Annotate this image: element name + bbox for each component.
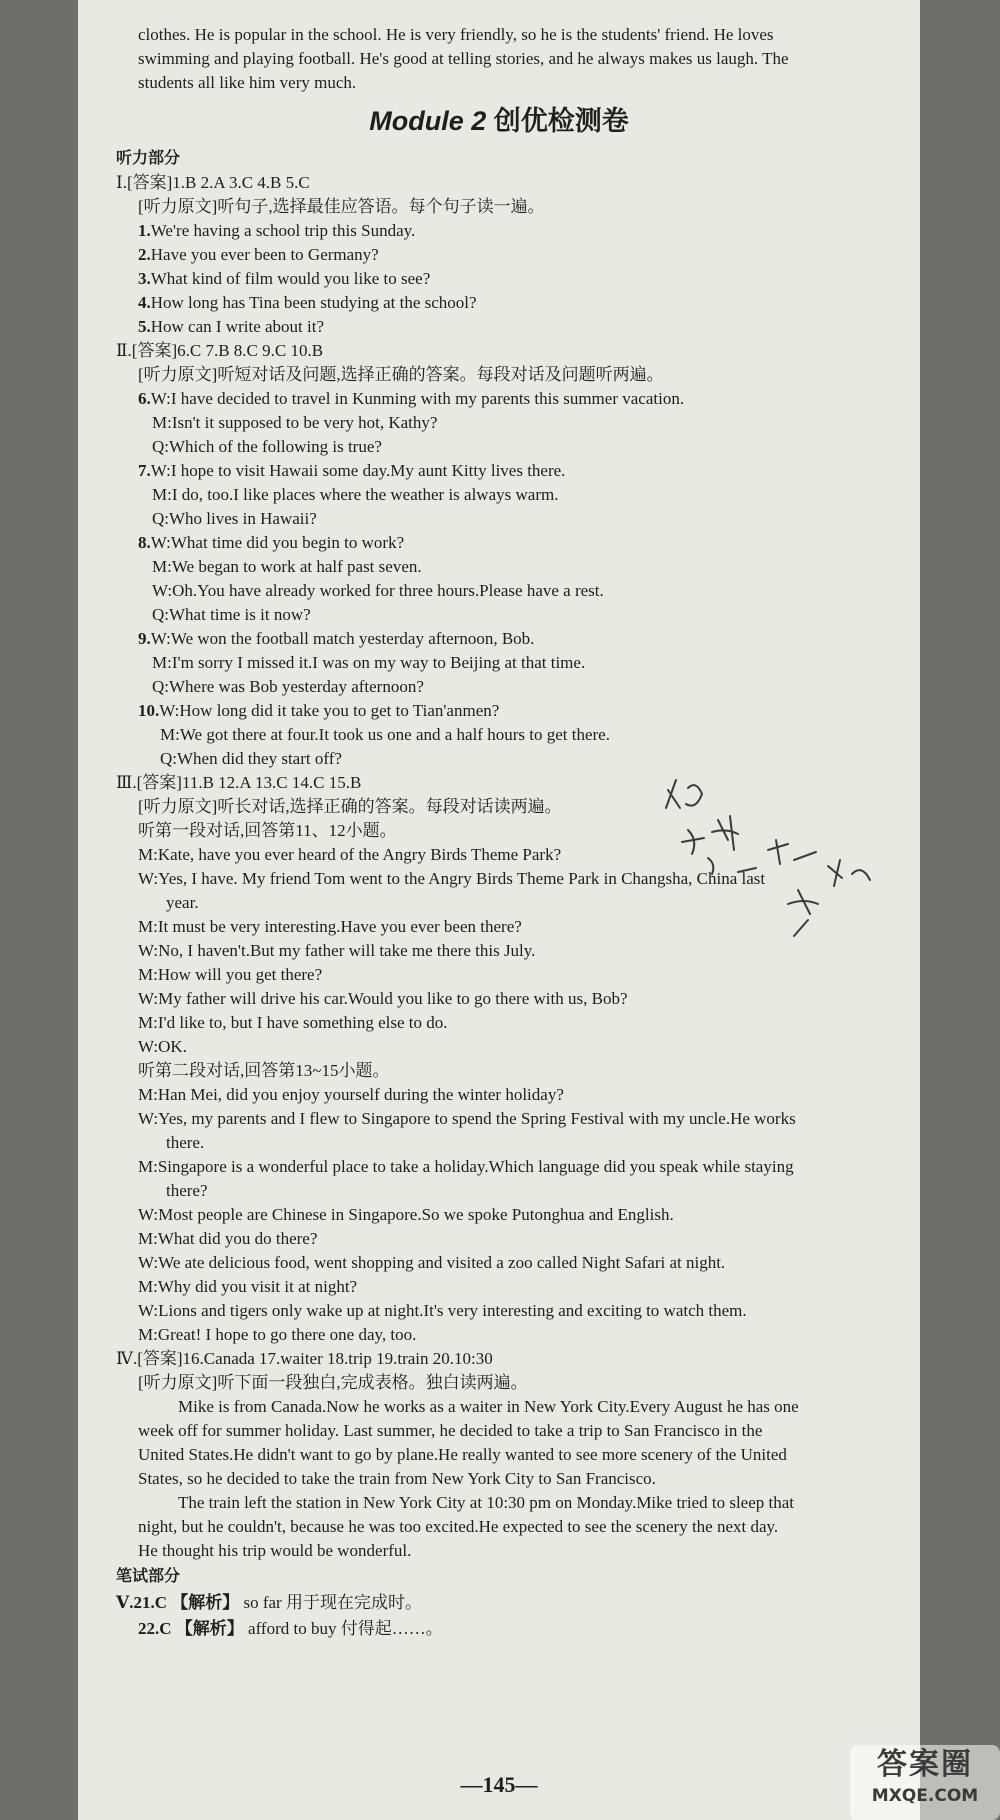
sentence-item: 4.How long has Tina been studying at the school? [138, 293, 477, 312]
answer-key-1: Ⅰ.[答案]1.B 2.A 3.C 4.B 5.C [116, 173, 310, 192]
sentence-item: 1.We're having a school trip this Sunday. [138, 221, 416, 240]
dialogue-line: M:Why did you visit it at night? [138, 1277, 358, 1296]
dialogue-line: M:Great! I hope to go there one day, too. [138, 1325, 417, 1344]
dialogue-line: W:Lions and tigers only wake up at night.It's very interesting and exciting to watch them. [138, 1301, 747, 1320]
monologue-line: Mike is from Canada.Now he works as a waiter in New York City.Every August he has one [178, 1397, 799, 1416]
monologue-line: States, so he decided to take the train from New York City to San Francisco. [138, 1469, 656, 1488]
handwritten-scribble [648, 770, 908, 940]
dialogue-line: Q:What time is it now? [152, 605, 311, 624]
module-title [78, 108, 920, 134]
listening-section-header: 听力部分 [116, 150, 181, 167]
answer-key-2: Ⅱ.[答案]6.C 7.B 8.C 9.C 10.B [116, 341, 324, 360]
dialogue-line: there? [166, 1181, 208, 1200]
dialogue-line: 7.W:I hope to visit Hawaii some day.My aunt Kitty lives there. [138, 461, 566, 480]
dialogue-line: M:I'd like to, but I have something else to do. [138, 1013, 448, 1032]
dialogue-line: M:Singapore is a wonderful place to take a holiday.Which language did you speak while staying [138, 1157, 794, 1176]
instruction-3: [听力原文]听长对话,选择正确的答案。每段对话读两遍。 [138, 797, 562, 816]
dialogue-line: W:Yes, I have. My friend Tom went to the Angry Birds Theme Park in Changsha, China last [138, 869, 766, 888]
dialogue-line: W:My father will drive his car.Would you like to go there with us, Bob? [138, 989, 628, 1008]
page-number: —145— [460, 1772, 538, 1797]
monologue-line: United States.He didn't want to go by plane.He really wanted to see more scenery of the United [138, 1445, 787, 1464]
dialogue-line: M:Han Mei, did you enjoy yourself during the winter holiday? [138, 1085, 564, 1104]
dialogue-line: M:I do, too.I like places where the weather is always warm. [152, 485, 559, 504]
dialogue-line: W:No, I haven't.But my father will take me there this July. [138, 941, 536, 960]
dialogue-line: M:We got there at four.It took us one and a half hours to get there. [160, 725, 610, 744]
dialogue-line: M:It must be very interesting.Have you ever been there? [138, 917, 522, 936]
sentence-item: 3.What kind of film would you like to see? [138, 269, 431, 288]
module-title-cn: 创优检测卷 [493, 106, 629, 136]
dialogue-line: W:OK. [138, 1037, 187, 1056]
dialogue-line: W:We ate delicious food, went shopping and visited a zoo called Night Safari at night. [138, 1253, 726, 1272]
writing-section-header: 笔试部分 [116, 1568, 181, 1585]
dialogue-line: 听第二段对话,回答第13~15小题。 [138, 1061, 390, 1080]
intro-line: swimming and playing football. He's good at telling stories, and he always makes us laugh. The [138, 49, 789, 68]
dialogue-line: Q:Where was Bob yesterday afternoon? [152, 677, 424, 696]
monologue-line: The train left the station in New York City at 10:30 pm on Monday.Mike tried to sleep that [178, 1493, 795, 1512]
dialogue-line: Q:When did they start off? [160, 749, 342, 768]
intro-line: clothes. He is popular in the school. He is very friendly, so he is the students' friend. He loves [138, 25, 774, 44]
site-watermark [850, 1745, 1000, 1820]
sentence-item: 5.How can I write about it? [138, 317, 324, 336]
dialogue-line: W:Oh.You have already worked for three hours.Please have a rest. [152, 581, 604, 600]
sentence-item: 2.Have you ever been to Germany? [138, 245, 379, 264]
document-page [78, 0, 920, 1820]
dialogue-line: 9.W:We won the football match yesterday afternoon, Bob. [138, 629, 535, 648]
dialogue-line: W:Yes, my parents and I flew to Singapore to spend the Spring Festival with my uncle.He works [138, 1109, 796, 1128]
dialogue-line: M:Kate, have you ever heard of the Angry Birds Theme Park? [138, 845, 562, 864]
dialogue-line: Q:Who lives in Hawaii? [152, 509, 317, 528]
instruction-2: [听力原文]听短对话及问题,选择正确的答案。每段对话及问题听两遍。 [138, 365, 664, 384]
dialogue-line: M:How will you get there? [138, 965, 323, 984]
dialogue-line: there. [166, 1133, 205, 1152]
module-title-en: Module 2 [369, 106, 487, 136]
instruction-4: [听力原文]听下面一段独白,完成表格。独白读两遍。 [138, 1373, 528, 1392]
monologue-line: He thought his trip would be wonderful. [138, 1541, 412, 1560]
explanation-line: Ⅴ.21.C 【解析】 so far 用于现在完成时。 [116, 1593, 422, 1612]
instruction-1: [听力原文]听句子,选择最佳应答语。每个句子读一遍。 [138, 197, 545, 216]
intro-line: students all like him very much. [138, 73, 357, 92]
dialogue-line: Q:Which of the following is true? [152, 437, 382, 456]
explanation-line: 22.C 【解析】 afford to buy 付得起……。 [138, 1619, 443, 1638]
dialogue-line: M:We began to work at half past seven. [152, 557, 422, 576]
dialogue-line: 10.W:How long did it take you to get to Tian'anmen? [138, 701, 500, 720]
watermark-url: MXQE.COM [871, 1786, 979, 1806]
watermark-logo-text: 答案圈 [877, 1747, 973, 1782]
dialogue-line: M:Isn't it supposed to be very hot, Kathy? [152, 413, 438, 432]
dialogue-line: M:What did you do there? [138, 1229, 318, 1248]
dialogue-line: 8.W:What time did you begin to work? [138, 533, 405, 552]
answer-key-4: Ⅳ.[答案]16.Canada 17.waiter 18.trip 19.train 20.10:30 [116, 1349, 493, 1368]
dialogue-line: W:Most people are Chinese in Singapore.So we spoke Putonghua and English. [138, 1205, 674, 1224]
dialogue-line: year. [166, 893, 199, 912]
dialogue-line: M:I'm sorry I missed it.I was on my way to Beijing at that time. [152, 653, 586, 672]
monologue-line: night, but he couldn't, because he was too excited.He expected to see the scenery the next day. [138, 1517, 779, 1536]
answer-key-3: Ⅲ.[答案]11.B 12.A 13.C 14.C 15.B [116, 773, 362, 792]
dialogue-line: 6.W:I have decided to travel in Kunming with my parents this summer vacation. [138, 389, 685, 408]
monologue-line: week off for summer holiday. Last summer, he decided to take a trip to San Francisco in the [138, 1421, 763, 1440]
dialogue-line: 听第一段对话,回答第11、12小题。 [138, 821, 397, 840]
